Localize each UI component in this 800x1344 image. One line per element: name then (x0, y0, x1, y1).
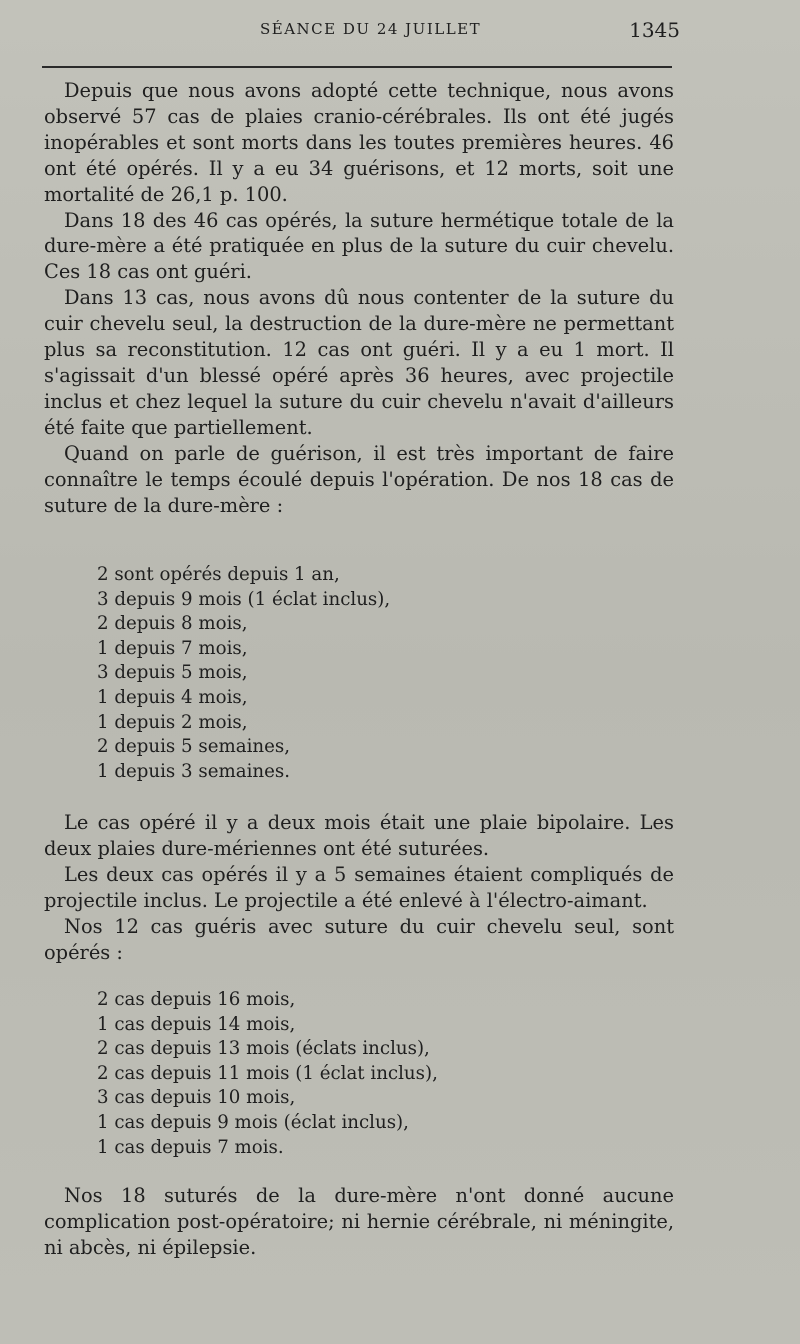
list-cuir-chevelu-cases (97, 988, 438, 1160)
list-item: 1 depuis 7 mois, (97, 637, 248, 659)
paragraph-dure-mere-suture: Dans 18 des 46 cas opérés, la suture hermétique totale de la dure-mère a été pratiquée en plus de la suture du cuir chevelu. Ces 18 cas ont guéri. (44, 208, 674, 284)
list-item: 1 depuis 4 mois, (97, 686, 248, 708)
text-block-bottom (44, 1183, 674, 1261)
list-item: 1 depuis 2 mois, (97, 711, 248, 733)
list-item: 3 depuis 5 mois, (97, 662, 248, 684)
list-item: 2 depuis 8 mois, (97, 613, 248, 635)
list-item: 2 depuis 5 semaines, (97, 736, 290, 758)
page-number: 1345 (629, 18, 680, 42)
running-head: SÉANCE DU 24 JUILLET (260, 20, 482, 38)
paragraph-plaie-bipolaire: Le cas opéré il y a deux mois était une plaie bipolaire. Les deux plaies dure-mériennes ont été suturées. (44, 811, 674, 860)
header-rule (42, 66, 672, 68)
list-item: 3 depuis 9 mois (1 éclat inclus), (97, 588, 391, 610)
text-block-middle (44, 810, 674, 965)
list-item: 1 depuis 3 semaines. (97, 760, 290, 782)
page-header (40, 18, 678, 44)
paragraph-projectile: Les deux cas opérés il y a 5 semaines étaient compliqués de projectile inclus. Le projectile a été enlevé à l'électro-aimant. (44, 862, 674, 912)
list-item: 2 cas depuis 11 mois (1 éclat inclus), (97, 1062, 438, 1084)
list-item: 1 cas depuis 7 mois. (97, 1136, 284, 1158)
list-item: 3 cas depuis 10 mois, (97, 1087, 296, 1109)
paragraph-cas-gueris: Nos 12 cas guéris avec suture du cuir chevelu seul, sont opérés : (44, 914, 674, 964)
list-item: 2 sont opérés depuis 1 an, (97, 564, 340, 585)
list-item: 1 cas depuis 14 mois, (97, 1013, 296, 1035)
paragraph-guerison: Quand on parle de guérison, il est très important de faire connaître le temps écoulé depuis l'opération. De nos 18 cas de suture de la dure-mère : (44, 441, 674, 517)
text-block-top (44, 78, 674, 518)
paragraph-cuir-chevelu: Dans 13 cas, nous avons dû nous contenter de la suture du cuir chevelu seul, la destruction de la dure-mère ne permettant plus sa reconstitution. 12 cas ont guéri. Il y a eu 1 mort. Il s'agissait d'un blessé opéré après 36 heures, avec projectile inclus et chez lequel la suture du cuir chevelu n'avait d'ailleurs été faite que partiellement. (44, 286, 674, 439)
list-item: 1 cas depuis 9 mois (éclat inclus), (97, 1111, 409, 1133)
list-dure-mere-cases (97, 563, 390, 784)
paragraph-complications: Nos 18 suturés de la dure-mère n'ont donné aucune complication post-opératoire; ni hernie cérébrale, ni méningite, ni abcès, ni épilepsie. (44, 1184, 674, 1259)
list-item: 2 cas depuis 13 mois (éclats inclus), (97, 1038, 430, 1060)
list-item: 2 cas depuis 16 mois, (97, 989, 296, 1010)
paragraph-statistics: Depuis que nous avons adopté cette technique, nous avons observé 57 cas de plaies cranio-cérébrales. Ils ont été jugés inopérables et sont morts dans les toutes premières heures. 46 ont été opérés. Il y a eu 34 guérisons, et 12 morts, soit une mortalité de 26,1 p. 100. (44, 79, 674, 206)
